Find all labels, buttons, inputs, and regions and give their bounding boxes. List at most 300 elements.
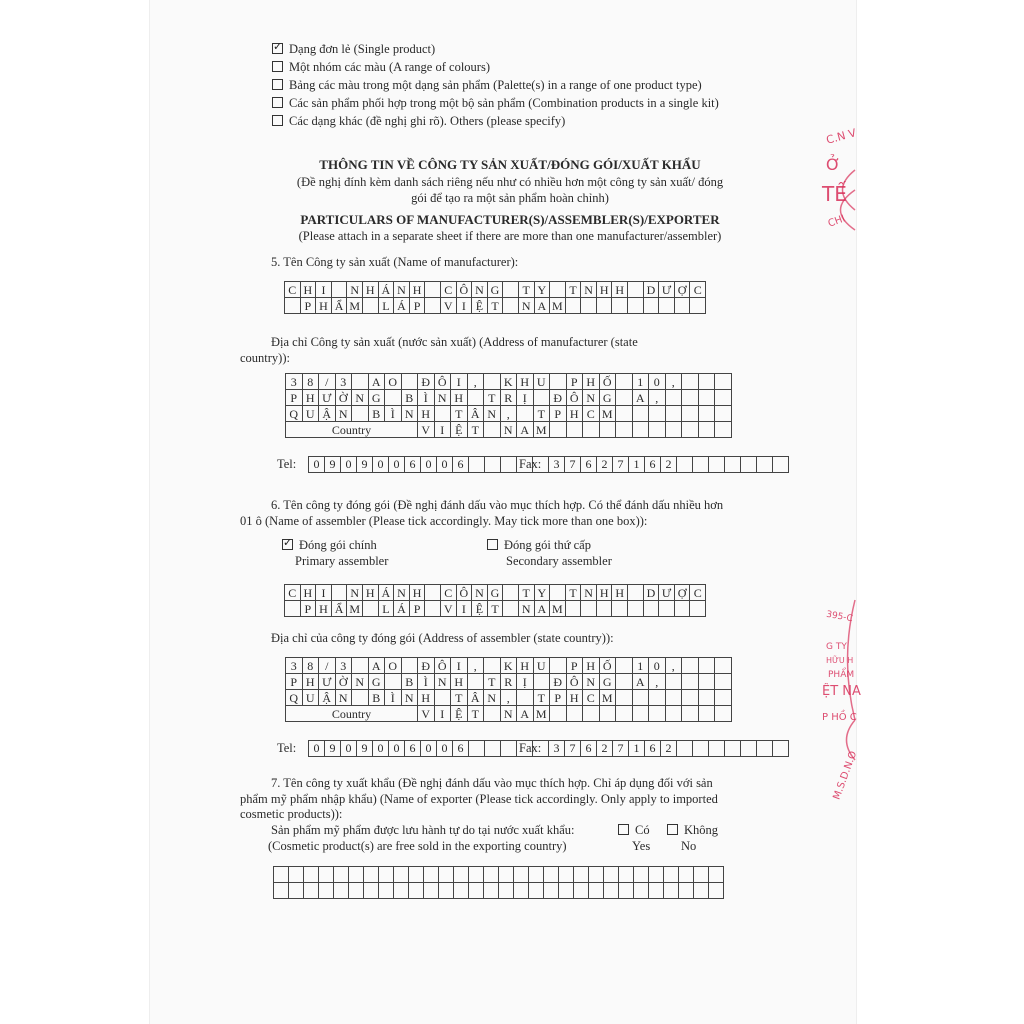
grid-cell: T — [518, 585, 534, 601]
grid-cell[interactable] — [304, 883, 319, 899]
grid-cell — [503, 585, 519, 601]
grid-cell: M — [533, 706, 550, 722]
digit-box — [676, 740, 693, 757]
stamp-text: 395-C — [825, 609, 854, 625]
grid-cell[interactable] — [319, 867, 334, 883]
grid-cell[interactable] — [499, 883, 514, 899]
grid-cell[interactable] — [334, 883, 349, 899]
grid-cell: T — [487, 601, 503, 617]
grid-cell: T — [487, 298, 503, 314]
grid-cell — [698, 658, 715, 674]
grid-cell[interactable] — [559, 883, 574, 899]
grid-cell[interactable] — [664, 883, 679, 899]
secondary-assembler-checkbox[interactable] — [487, 539, 498, 550]
yes-checkbox[interactable] — [618, 824, 629, 835]
address-row — [286, 374, 732, 390]
digit-box: 6 — [580, 456, 597, 473]
digit-box — [724, 456, 741, 473]
digit-box: 0 — [340, 740, 357, 757]
yes-option[interactable] — [618, 822, 650, 838]
digit-box: 0 — [436, 456, 453, 473]
product-option[interactable] — [272, 77, 702, 93]
company-name-row — [285, 601, 706, 617]
grid-cell — [362, 601, 378, 617]
grid-cell: Ư — [659, 585, 675, 601]
grid-cell: N — [335, 690, 352, 706]
stamp-text: TẾ — [822, 182, 847, 206]
grid-cell — [715, 374, 732, 390]
grid-cell — [331, 282, 347, 298]
grid-cell — [401, 374, 418, 390]
grid-cell: N — [352, 390, 369, 406]
grid-cell: O — [385, 374, 402, 390]
grid-cell — [682, 406, 699, 422]
grid-cell[interactable] — [469, 883, 484, 899]
grid-cell — [484, 706, 501, 722]
grid-cell[interactable] — [379, 883, 394, 899]
grid-cell — [616, 658, 633, 674]
exporter-row — [274, 867, 724, 883]
digit-box: 6 — [404, 740, 421, 757]
grid-cell: , — [665, 658, 682, 674]
option-label: Một nhóm các màu (A range of colours) — [289, 60, 490, 74]
grid-cell: M — [599, 406, 616, 422]
grid-cell — [401, 658, 418, 674]
grid-cell: P — [300, 298, 316, 314]
grid-cell: 1 — [632, 374, 649, 390]
grid-cell: H — [409, 282, 425, 298]
grid-cell — [698, 690, 715, 706]
company-name-row — [285, 585, 706, 601]
grid-cell: H — [583, 658, 600, 674]
grid-cell: Â — [467, 690, 484, 706]
grid-cell: G — [487, 282, 503, 298]
grid-cell — [467, 390, 484, 406]
grid-cell: H — [418, 690, 435, 706]
grid-cell[interactable] — [664, 867, 679, 883]
grid-cell: Ô — [456, 585, 472, 601]
grid-cell[interactable] — [304, 867, 319, 883]
grid-cell: I — [434, 706, 451, 722]
grid-cell[interactable] — [634, 883, 649, 899]
grid-cell[interactable] — [589, 883, 604, 899]
grid-cell: C — [690, 282, 706, 298]
digit-box — [756, 456, 773, 473]
grid-cell — [385, 390, 402, 406]
grid-cell[interactable] — [484, 883, 499, 899]
grid-cell — [612, 601, 628, 617]
grid-cell[interactable] — [469, 867, 484, 883]
grid-cell: C — [583, 406, 600, 422]
grid-cell[interactable] — [619, 883, 634, 899]
stamp-text: C.N V — [824, 126, 858, 147]
grid-cell[interactable] — [529, 867, 544, 883]
grid-cell: 3 — [335, 374, 352, 390]
grid-cell[interactable] — [484, 867, 499, 883]
grid-cell[interactable] — [514, 867, 529, 883]
primary-assembler-checkbox[interactable] — [282, 539, 293, 550]
option-checkbox[interactable] — [272, 115, 283, 126]
grid-cell[interactable] — [409, 883, 424, 899]
grid-cell: Â — [467, 406, 484, 422]
grid-cell[interactable] — [499, 867, 514, 883]
grid-cell — [698, 374, 715, 390]
grid-cell: H — [316, 298, 332, 314]
grid-cell: T — [451, 690, 468, 706]
grid-cell — [352, 374, 369, 390]
grid-cell — [517, 406, 534, 422]
grid-cell — [616, 422, 633, 438]
grid-cell: 8 — [302, 374, 319, 390]
grid-cell — [628, 282, 644, 298]
tel-field[interactable] — [309, 456, 549, 473]
grid-cell: Y — [534, 282, 550, 298]
grid-cell: H — [316, 601, 332, 617]
grid-cell — [682, 674, 699, 690]
grid-cell: Ô — [566, 674, 583, 690]
grid-cell: N — [394, 282, 410, 298]
grid-cell: Ệ — [472, 601, 488, 617]
grid-cell — [566, 422, 583, 438]
digit-box: 0 — [436, 740, 453, 757]
grid-cell — [467, 674, 484, 690]
grid-cell: Q — [286, 690, 303, 706]
tel-field[interactable] — [309, 740, 549, 757]
grid-cell — [715, 406, 732, 422]
digit-box: 6 — [644, 456, 661, 473]
seal-arcs — [800, 100, 860, 860]
grid-cell[interactable] — [634, 867, 649, 883]
grid-cell — [628, 298, 644, 314]
grid-cell — [425, 282, 441, 298]
grid-cell: Ậ — [319, 406, 336, 422]
grid-cell[interactable] — [349, 883, 364, 899]
secondary-assembler-option[interactable] — [487, 537, 591, 553]
stamp-text: Ở — [826, 155, 841, 174]
grid-cell: P — [300, 601, 316, 617]
address-row — [286, 674, 732, 690]
grid-cell: V — [440, 298, 456, 314]
stamp-text: PHẨM — [828, 670, 855, 680]
option-checkbox[interactable] — [272, 43, 283, 54]
grid-cell — [352, 658, 369, 674]
fax-field[interactable] — [549, 456, 789, 473]
address-row — [286, 658, 732, 674]
digit-box — [468, 740, 485, 757]
grid-cell: U — [533, 374, 550, 390]
digit-box: 3 — [548, 740, 565, 757]
product-option[interactable] — [272, 113, 565, 129]
grid-cell — [682, 690, 699, 706]
grid-cell: Ợ — [674, 585, 690, 601]
grid-cell: I — [456, 601, 472, 617]
section-note-en: (Please attach in a separate sheet if there are more than one manufacturer/assembler) — [298, 229, 722, 243]
grid-cell: U — [533, 658, 550, 674]
grid-cell — [715, 706, 732, 722]
grid-cell: I — [451, 374, 468, 390]
tel-label: Tel: — [277, 741, 297, 755]
free-sold-en: (Cosmetic product(s) are free sold in the exporting country) — [268, 839, 567, 853]
grid-cell: B — [401, 390, 418, 406]
digit-box — [468, 456, 485, 473]
grid-cell: I — [456, 298, 472, 314]
grid-cell: T — [467, 422, 484, 438]
grid-cell — [682, 374, 699, 390]
grid-cell: H — [583, 374, 600, 390]
no-en-label: No — [681, 839, 697, 853]
grid-cell[interactable] — [529, 883, 544, 899]
grid-cell — [698, 390, 715, 406]
grid-cell[interactable] — [319, 883, 334, 899]
grid-cell — [425, 298, 441, 314]
stamp-text: ỆT NA — [822, 684, 861, 699]
grid-cell: Á — [378, 585, 394, 601]
grid-cell: / — [319, 658, 336, 674]
grid-cell[interactable] — [289, 883, 304, 899]
grid-cell — [616, 390, 633, 406]
grid-cell — [285, 298, 301, 314]
option-checkbox[interactable] — [272, 61, 283, 72]
grid-cell: , — [500, 690, 517, 706]
grid-cell[interactable] — [694, 883, 709, 899]
digit-box: 7 — [564, 456, 581, 473]
grid-cell[interactable] — [649, 883, 664, 899]
grid-cell — [632, 706, 649, 722]
grid-cell: B — [368, 690, 385, 706]
grid-cell[interactable] — [604, 883, 619, 899]
grid-cell — [581, 601, 597, 617]
grid-cell — [628, 601, 644, 617]
grid-cell — [715, 658, 732, 674]
grid-cell — [632, 690, 649, 706]
grid-cell: N — [434, 390, 451, 406]
grid-cell: Ì — [385, 690, 402, 706]
grid-cell: M — [550, 298, 566, 314]
grid-cell: H — [612, 282, 628, 298]
product-option[interactable] — [272, 41, 435, 57]
digit-box: 9 — [356, 740, 373, 757]
grid-cell[interactable] — [544, 867, 559, 883]
primary-en-label: Primary assembler — [295, 554, 389, 568]
yes-vi-label: Có — [635, 823, 650, 837]
stamp-text: G TY — [826, 642, 847, 652]
grid-cell: N — [484, 690, 501, 706]
grid-cell[interactable] — [544, 883, 559, 899]
secondary-vi-label: Đóng gói thứ cấp — [504, 538, 591, 552]
grid-cell[interactable] — [379, 867, 394, 883]
grid-cell — [550, 282, 566, 298]
grid-cell[interactable] — [454, 883, 469, 899]
product-option[interactable] — [272, 95, 719, 111]
grid-cell: Á — [378, 282, 394, 298]
grid-cell[interactable] — [394, 883, 409, 899]
grid-cell: H — [362, 585, 378, 601]
grid-cell: Ẩ — [331, 601, 347, 617]
digit-box — [484, 456, 501, 473]
grid-cell: Ư — [319, 390, 336, 406]
grid-cell — [352, 406, 369, 422]
exporter-table — [273, 866, 724, 899]
grid-cell — [715, 674, 732, 690]
grid-cell[interactable] — [439, 883, 454, 899]
grid-cell: , — [649, 390, 666, 406]
grid-cell: H — [451, 674, 468, 690]
grid-cell[interactable] — [514, 883, 529, 899]
grid-cell: K — [500, 658, 517, 674]
grid-cell[interactable] — [334, 867, 349, 883]
grid-cell: N — [347, 585, 363, 601]
grid-cell: R — [500, 390, 517, 406]
grid-cell — [550, 422, 567, 438]
grid-cell[interactable] — [574, 867, 589, 883]
grid-cell — [533, 674, 550, 690]
country-label: Country — [286, 422, 418, 438]
stamp-text: P HỒ C — [822, 712, 857, 723]
company-name-row — [285, 282, 706, 298]
fax-field[interactable] — [549, 740, 789, 757]
grid-cell[interactable] — [409, 867, 424, 883]
grid-cell[interactable] — [424, 867, 439, 883]
grid-cell — [581, 298, 597, 314]
primary-assembler-option[interactable] — [282, 537, 377, 553]
grid-cell — [352, 690, 369, 706]
option-checkbox[interactable] — [272, 97, 283, 108]
grid-cell: 0 — [649, 658, 666, 674]
grid-cell: Ố — [599, 374, 616, 390]
grid-cell[interactable] — [454, 867, 469, 883]
grid-cell[interactable] — [619, 867, 634, 883]
grid-cell — [665, 674, 682, 690]
digit-box: 2 — [660, 740, 677, 757]
grid-cell: Ờ — [335, 674, 352, 690]
grid-cell — [616, 374, 633, 390]
grid-cell — [698, 406, 715, 422]
grid-cell[interactable] — [574, 883, 589, 899]
grid-cell — [674, 601, 690, 617]
grid-cell[interactable] — [589, 867, 604, 883]
no-option[interactable] — [667, 822, 718, 838]
section-note-vi-2: gói để tạo ra một sản phẩm hoàn chỉnh) — [411, 191, 609, 205]
grid-cell: G — [368, 390, 385, 406]
grid-cell: N — [500, 422, 517, 438]
digit-box: 7 — [612, 740, 629, 757]
grid-cell — [484, 422, 501, 438]
grid-cell — [550, 658, 567, 674]
q7-line-3: cosmetic products)): — [240, 807, 343, 821]
grid-cell: N — [434, 674, 451, 690]
grid-cell — [533, 390, 550, 406]
grid-cell — [385, 674, 402, 690]
seal-arc — [841, 190, 856, 230]
digit-box: 0 — [420, 456, 437, 473]
grid-cell: Ố — [599, 658, 616, 674]
grid-cell — [484, 374, 501, 390]
grid-cell: P — [566, 658, 583, 674]
grid-cell: H — [300, 282, 316, 298]
grid-cell — [665, 406, 682, 422]
seal-arc — [848, 600, 856, 720]
product-option[interactable] — [272, 59, 490, 75]
grid-cell — [550, 706, 567, 722]
grid-cell: V — [440, 601, 456, 617]
grid-cell: M — [533, 422, 550, 438]
grid-cell[interactable] — [439, 867, 454, 883]
grid-cell[interactable] — [394, 867, 409, 883]
grid-cell: 8 — [302, 658, 319, 674]
company-name-table — [284, 281, 706, 314]
grid-cell: O — [385, 658, 402, 674]
digit-box — [772, 456, 789, 473]
grid-cell: , — [467, 374, 484, 390]
grid-cell: H — [362, 282, 378, 298]
grid-cell[interactable] — [649, 867, 664, 883]
grid-cell: T — [518, 282, 534, 298]
grid-cell[interactable] — [364, 883, 379, 899]
grid-cell: H — [596, 282, 612, 298]
grid-cell: I — [434, 422, 451, 438]
grid-cell — [484, 658, 501, 674]
grid-cell: Ì — [385, 406, 402, 422]
digit-box: 0 — [388, 740, 405, 757]
digit-box — [740, 456, 757, 473]
grid-cell: , — [649, 674, 666, 690]
country-label: Country — [286, 706, 418, 722]
digit-box — [708, 740, 725, 757]
grid-cell[interactable] — [604, 867, 619, 883]
digit-box — [772, 740, 789, 757]
digit-box: 6 — [452, 456, 469, 473]
grid-cell: / — [319, 374, 336, 390]
grid-cell[interactable] — [679, 867, 694, 883]
address-row — [286, 406, 732, 422]
grid-cell: T — [533, 406, 550, 422]
no-checkbox[interactable] — [667, 824, 678, 835]
grid-cell: Đ — [550, 674, 567, 690]
grid-cell: N — [347, 282, 363, 298]
grid-cell: T — [565, 282, 581, 298]
grid-cell[interactable] — [349, 867, 364, 883]
grid-cell: K — [500, 374, 517, 390]
digit-box: 6 — [644, 740, 661, 757]
grid-cell: G — [599, 390, 616, 406]
grid-cell — [616, 406, 633, 422]
grid-cell — [715, 390, 732, 406]
grid-cell: 3 — [286, 658, 303, 674]
grid-cell[interactable] — [559, 867, 574, 883]
grid-cell[interactable] — [289, 867, 304, 883]
grid-cell — [698, 422, 715, 438]
digit-box: 9 — [356, 456, 373, 473]
exporter-row — [274, 883, 724, 899]
grid-cell[interactable] — [709, 867, 724, 883]
grid-cell — [643, 601, 659, 617]
grid-cell[interactable] — [679, 883, 694, 899]
grid-cell[interactable] — [274, 867, 289, 883]
grid-cell[interactable] — [709, 883, 724, 899]
option-checkbox[interactable] — [272, 79, 283, 90]
digit-box — [692, 740, 709, 757]
grid-cell[interactable] — [274, 883, 289, 899]
grid-cell — [643, 298, 659, 314]
digit-box: 0 — [308, 456, 325, 473]
grid-cell — [665, 690, 682, 706]
secondary-en-label: Secondary assembler — [506, 554, 612, 568]
grid-cell[interactable] — [364, 867, 379, 883]
q7-line-1: 7. Tên công ty xuất khẩu (Đề nghị đánh dấu vào mục thích hợp. Chỉ áp dụng đối với sản — [271, 776, 713, 790]
grid-cell: V — [418, 422, 435, 438]
grid-cell[interactable] — [694, 867, 709, 883]
grid-cell[interactable] — [424, 883, 439, 899]
